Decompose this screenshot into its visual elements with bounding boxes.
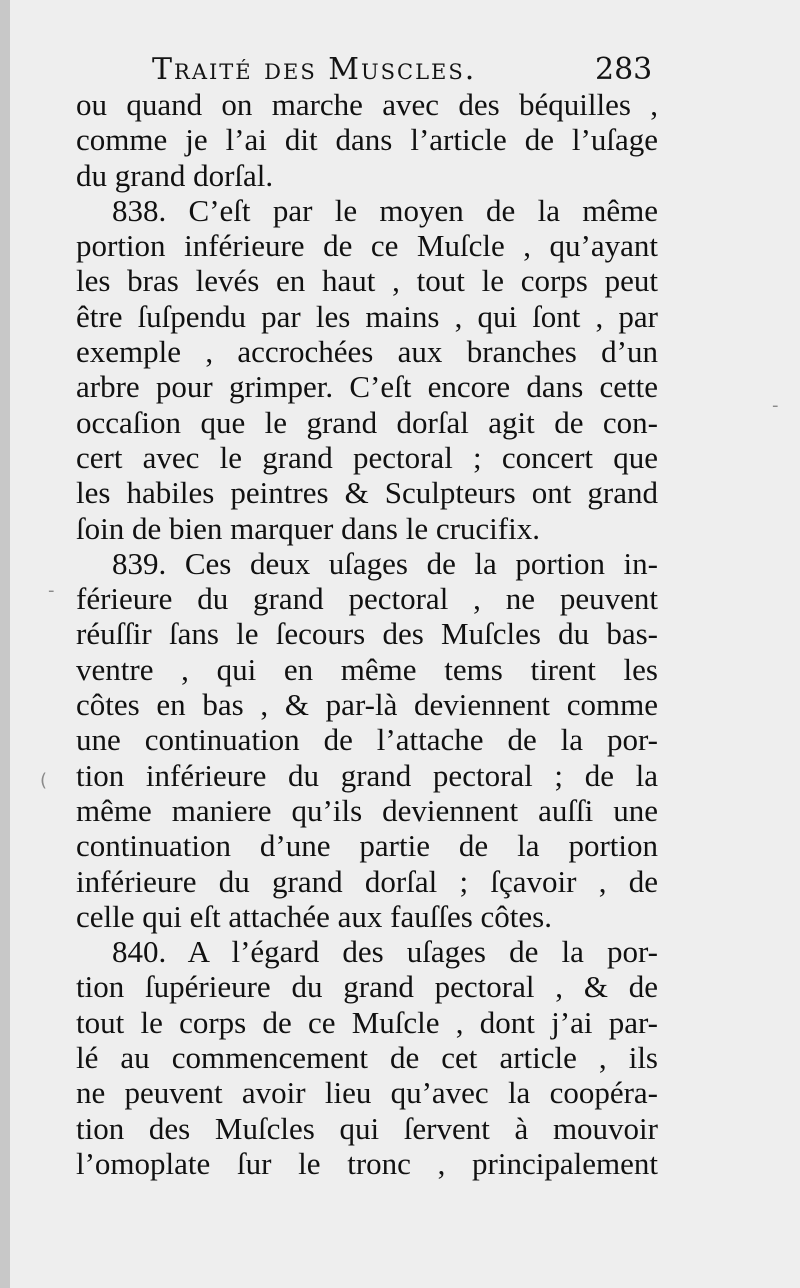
- paragraph-839-start: 839. Ces deux uſages de la portion in-: [112, 545, 658, 581]
- text-line: réuſſir ſans le ſecours des Muſcles du bas-: [76, 616, 658, 652]
- text-line: même maniere qu’ils deviennent auſſi une: [76, 792, 658, 828]
- text-line: occaſion que le grand dorſal agit de con-: [76, 404, 658, 440]
- text-line: inférieure du grand dorſal ; ſçavoir , de: [76, 863, 658, 899]
- page-number: 283: [595, 52, 653, 87]
- text-line: côtes en bas , & par-là deviennent comme: [76, 687, 658, 723]
- margin-dash-mark: -: [772, 395, 779, 416]
- text-line: comme je l’ai dit dans l’article de l’uſage: [76, 122, 658, 158]
- text-line: tion inférieure du grand pectoral ; de la: [76, 757, 658, 793]
- text-line: ſoin de bien marquer dans le crucifix.: [76, 510, 540, 546]
- margin-dash-mark: (: [40, 770, 48, 791]
- text-line: ventre , qui en même tems tirent les: [76, 651, 658, 687]
- text-line: cert avec le grand pectoral ; concert que: [76, 439, 658, 475]
- text-line: celle qui eſt attachée aux fauſſes côtes.: [76, 898, 552, 934]
- text-line: l’omoplate ſur le tronc , principalement: [76, 1145, 658, 1181]
- text-line: être ſuſpendu par les mains , qui ſont , par: [76, 298, 658, 334]
- text-line: portion inférieure de ce Muſcle , qu’ayant: [76, 228, 658, 264]
- text-line: tout le corps de ce Muſcle , dont j’ai par-: [76, 1004, 658, 1040]
- text-line: une continuation de l’attache de la por-: [76, 722, 658, 758]
- margin-dash-mark: -: [48, 580, 55, 601]
- text-line: tion des Muſcles qui ſervent à mouvoir: [76, 1110, 658, 1146]
- running-title: Traité des Muscles.: [152, 52, 477, 87]
- text-line: arbre pour grimper. C’eſt encore dans cette: [76, 369, 658, 405]
- text-line: du grand dorſal.: [76, 157, 274, 193]
- text-line: tion ſupérieure du grand pectoral , & de: [76, 969, 658, 1005]
- paragraph-840-start: 840. A l’égard des uſages de la por-: [112, 934, 658, 970]
- text-line: exemple , accrochées aux branches d’un: [76, 334, 658, 370]
- body-text: [76, 87, 658, 1181]
- text-line: ou quand on marche avec des béquilles ,: [76, 87, 658, 122]
- text-line: férieure du grand pectoral , ne peuvent: [76, 581, 658, 617]
- text-line: lé au commencement de cet article , ils: [76, 1040, 658, 1076]
- text-line: ne peuvent avoir lieu qu’avec la coopéra-: [76, 1075, 658, 1111]
- paragraph-838-start: 838. C’eſt par le moyen de la même: [112, 192, 658, 228]
- text-line: les habiles peintres & Sculpteurs ont grand: [76, 475, 658, 511]
- text-line: les bras levés en haut , tout le corps peut: [76, 263, 658, 299]
- text-line: continuation d’une partie de la portion: [76, 828, 658, 864]
